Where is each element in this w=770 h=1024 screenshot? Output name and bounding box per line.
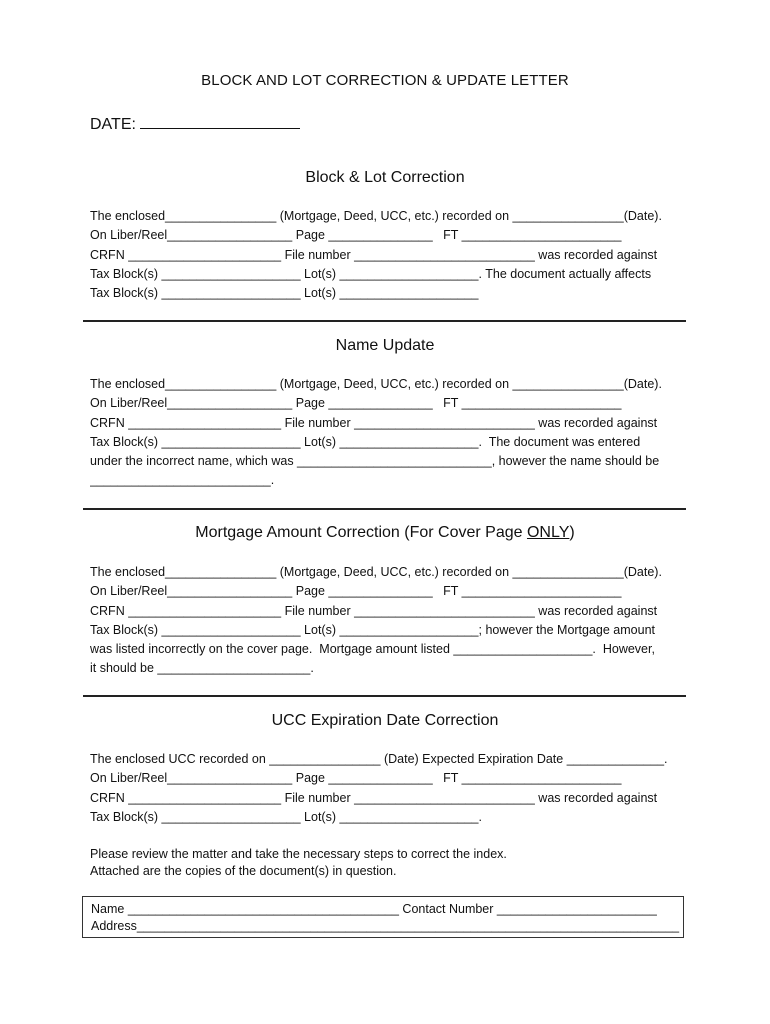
date-blank[interactable] bbox=[140, 112, 300, 129]
form-line: CRFN ______________________ File number __________________________ was recorded against bbox=[90, 415, 658, 430]
form-line: The enclosed________________ (Mortgage, Deed, UCC, etc.) recorded on ________________(Date). bbox=[90, 209, 662, 223]
section-title-mortgage-amount bbox=[0, 524, 770, 542]
form-line: On Liber/Reel__________________ Page _______________ FT _______________________ bbox=[90, 584, 622, 599]
closing-line: Please review the matter and take the necessary steps to correct the index. bbox=[90, 847, 507, 861]
closing-note bbox=[90, 846, 507, 880]
document-title: BLOCK AND LOT CORRECTION & UPDATE LETTER bbox=[201, 72, 569, 89]
form-line: it should be ______________________. bbox=[90, 661, 314, 676]
form-line: The enclosed________________ (Mortgage, Deed, UCC, etc.) recorded on ________________(Date). bbox=[90, 377, 662, 391]
section-divider bbox=[83, 695, 686, 697]
form-line: Tax Block(s) ____________________ Lot(s) ____________________. bbox=[90, 809, 482, 824]
form-line: Tax Block(s) ____________________ Lot(s) ____________________. The document was entered bbox=[90, 434, 641, 449]
date-field bbox=[90, 112, 300, 134]
form-line: was listed incorrectly on the cover page. Mortgage amount listed ____________________. However, bbox=[90, 642, 655, 657]
section-title-emphasis: ONLY bbox=[526, 524, 570, 541]
section-divider bbox=[83, 320, 686, 322]
section-divider bbox=[83, 508, 686, 510]
section-title-suffix: ) bbox=[569, 524, 575, 541]
section-body-name-update bbox=[90, 375, 680, 491]
form-line: On Liber/Reel__________________ Page _______________ FT _______________________ bbox=[90, 771, 622, 786]
address-line[interactable]: Address______________________________________________________________________________ bbox=[91, 919, 680, 933]
section-title-name-update: Name Update bbox=[335, 337, 435, 354]
form-line: CRFN ______________________ File number __________________________ was recorded against bbox=[90, 603, 658, 618]
form-line: Tax Block(s) ____________________ Lot(s) ____________________ bbox=[90, 286, 479, 301]
form-line: On Liber/Reel__________________ Page _______________ FT _______________________ bbox=[90, 228, 622, 243]
date-label: DATE: bbox=[90, 116, 136, 133]
section-body-mortgage-amount bbox=[90, 563, 680, 679]
section-title-ucc-expiration: UCC Expiration Date Correction bbox=[271, 712, 499, 729]
contact-box bbox=[82, 896, 684, 938]
form-line: CRFN ______________________ File number __________________________ was recorded against bbox=[90, 790, 658, 805]
form-line: CRFN ______________________ File number __________________________ was recorded against bbox=[90, 247, 658, 262]
form-line: under the incorrect name, which was ____________________________, however the name should be bbox=[90, 454, 660, 469]
form-line: On Liber/Reel__________________ Page _______________ FT _______________________ bbox=[90, 396, 622, 411]
section-body-block-lot bbox=[90, 207, 680, 303]
closing-line: Attached are the copies of the document(s) in question. bbox=[90, 864, 397, 878]
form-line: __________________________. bbox=[90, 473, 275, 488]
form-line: Tax Block(s) ____________________ Lot(s) ____________________. The document actually affects bbox=[90, 266, 652, 281]
form-line: The enclosed UCC recorded on ________________ (Date) Expected Expiration Date ______________. bbox=[90, 752, 668, 766]
form-line: The enclosed________________ (Mortgage, Deed, UCC, etc.) recorded on ________________(Date). bbox=[90, 565, 662, 579]
name-contact-line[interactable]: Name _______________________________________ Contact Number _______________________ bbox=[91, 902, 657, 916]
form-line: Tax Block(s) ____________________ Lot(s) ____________________; however the Mortgage amount bbox=[90, 622, 656, 637]
section-body-ucc-expiration bbox=[90, 750, 680, 827]
section-title-prefix: Mortgage Amount Correction (For Cover Page bbox=[195, 524, 527, 541]
section-title-block-lot: Block & Lot Correction bbox=[305, 169, 465, 186]
